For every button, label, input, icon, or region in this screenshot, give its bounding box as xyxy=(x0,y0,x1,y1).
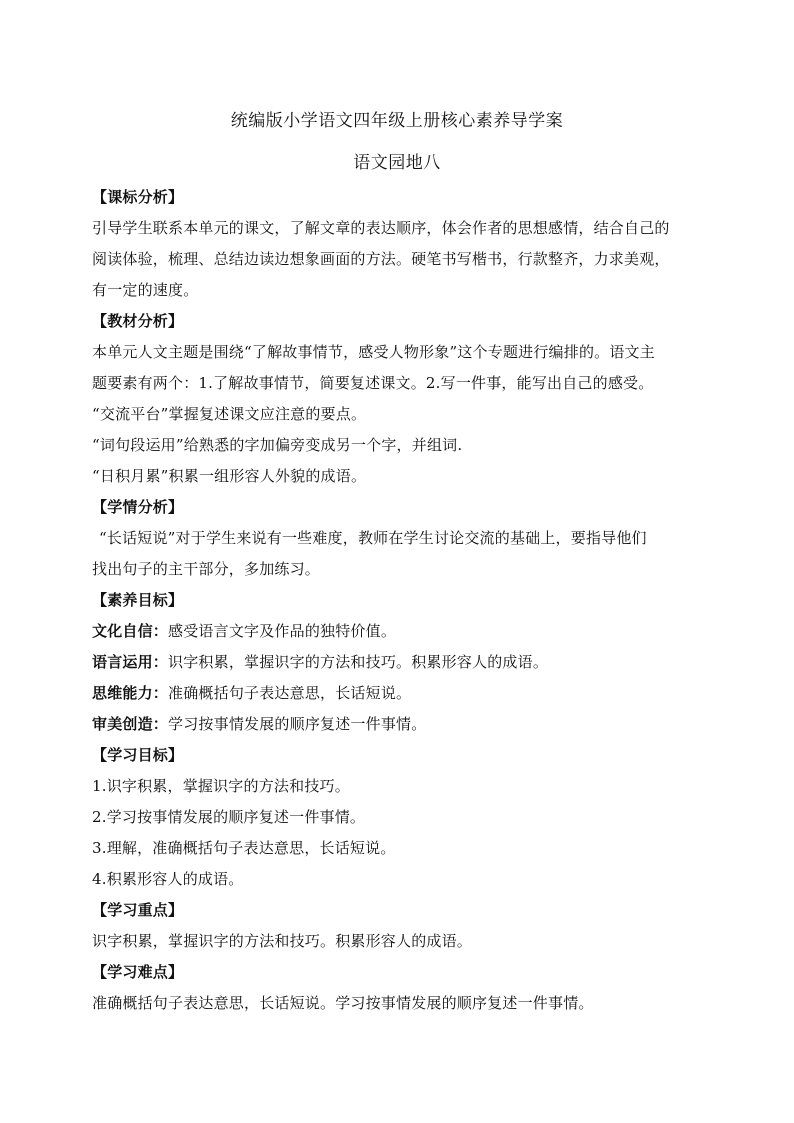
literacy-item-label: 审美创造： xyxy=(92,715,169,733)
literacy-item xyxy=(92,678,712,709)
paragraph-line: 识字积累，掌握识字的方法和技巧。积累形容人的成语。 xyxy=(92,932,473,950)
list-item: 1.识字积累，掌握识字的方法和技巧。 xyxy=(92,777,350,795)
section-heading-difficulties: 【学习难点】 xyxy=(92,963,184,981)
list-item: 4.积累形容人的成语。 xyxy=(92,870,244,888)
list-item: 3.理解，准确概括句子表达意思，长话短说。 xyxy=(92,839,396,857)
section-heading-learner: 【学情分析】 xyxy=(92,498,184,516)
literacy-item xyxy=(92,616,712,647)
document-subtitle: 语文园地八 xyxy=(353,153,441,173)
literacy-item xyxy=(92,709,712,740)
paragraph-line: 找出句子的主干部分，多加练习。 xyxy=(92,560,321,578)
paragraph-line: 准确概括句子表达意思，长话短说。学习按事情发展的顺序复述一件事情。 xyxy=(92,994,594,1012)
literacy-item-text: 识字积累，掌握识字的方法和技巧。积累形容人的成语。 xyxy=(168,653,549,671)
list-item: 2.学习按事情发展的顺序复述一件事情。 xyxy=(92,808,366,826)
literacy-item-label: 文化自信： xyxy=(92,622,169,640)
paragraph-line: “日积月累”积累一组形容人外貌的成语。 xyxy=(92,467,367,485)
literacy-item-label: 思维能力： xyxy=(92,684,169,702)
paragraph-line: “词句段运用”给熟悉的字加偏旁变成另一个字，并组词. xyxy=(92,436,463,454)
paragraph-line: 有一定的速度。 xyxy=(92,281,199,299)
paragraph-line: “交流平台”掌握复述课文应注意的要点。 xyxy=(92,405,367,423)
document-body xyxy=(92,182,712,1019)
literacy-item-text: 学习按事情发展的顺序复述一件事情。 xyxy=(168,715,427,733)
paragraph-line: “长话短说”对于学生来说有一些难度，教师在学生讨论交流的基础上，要指导他们 xyxy=(99,529,647,547)
section-heading-curriculum: 【课标分析】 xyxy=(92,188,184,206)
section-heading-key-points: 【学习重点】 xyxy=(92,901,184,919)
literacy-item-text: 感受语言文字及作品的独特价值。 xyxy=(168,622,397,640)
literacy-item xyxy=(92,647,712,678)
document-title: 统编版小学语文四年级上册核心素养导学案 xyxy=(230,111,564,131)
paragraph-line: 阅读体验，梳理、总结边读边想象画面的方法。硬笔书写楷书，行款整齐，力求美观， xyxy=(92,250,670,268)
literacy-item-label: 语言运用： xyxy=(92,653,169,671)
paragraph-line: 题要素有两个：1.了解故事情节，简要复述课文。2.写一件事，能写出自己的感受。 xyxy=(92,374,654,392)
section-heading-literacy: 【素养目标】 xyxy=(92,591,184,609)
paragraph-line: 引导学生联系本单元的课文，了解文章的表达顺序，体会作者的思想感情，结合自己的 xyxy=(92,219,670,237)
literacy-item-text: 准确概括句子表达意思，长话短说。 xyxy=(168,684,412,702)
paragraph-line: 本单元人文主题是围绕“了解故事情节，感受人物形象”这个专题进行编排的。语文主 xyxy=(92,343,655,361)
section-heading-objectives: 【学习目标】 xyxy=(92,746,184,764)
section-heading-textbook: 【教材分析】 xyxy=(92,312,184,330)
